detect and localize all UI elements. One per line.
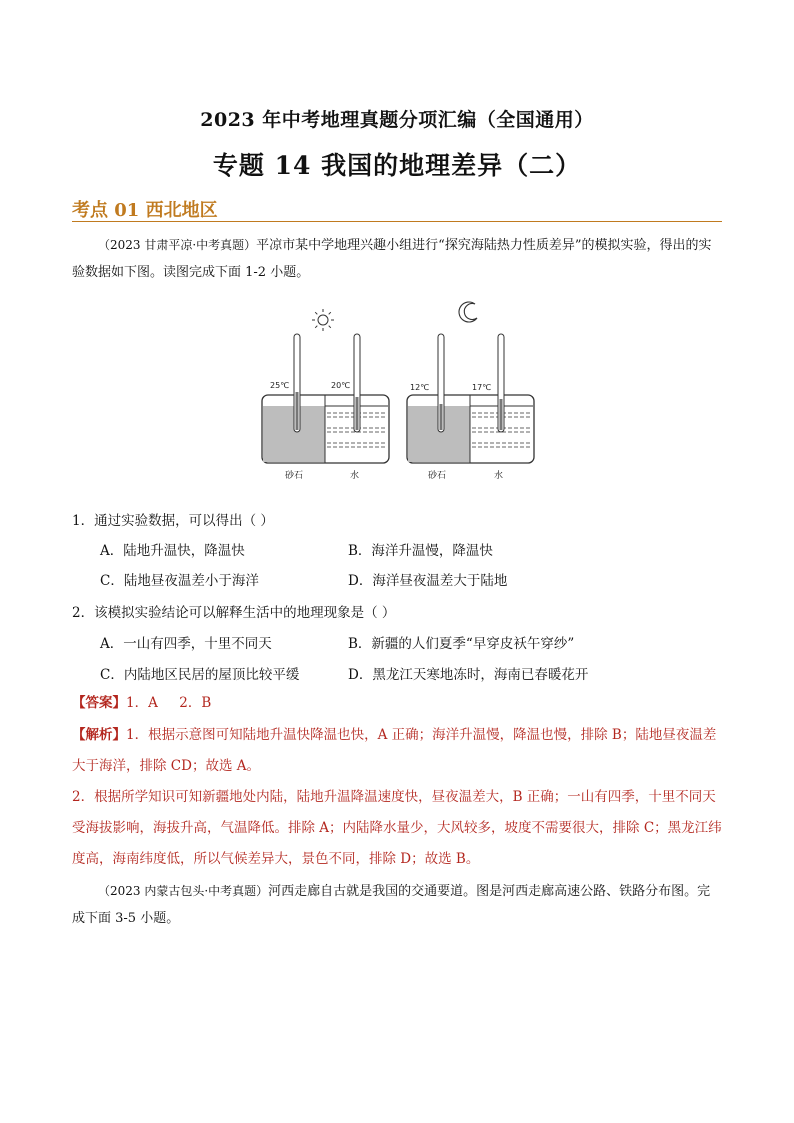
question-2-stem: 2．该模拟实验结论可以解释生活中的地理现象是（ ）	[72, 605, 396, 621]
intro-paragraph-2	[72, 878, 722, 932]
question-2-option-d: D．黑龙江天寒地冻时，海南已春暖花开	[348, 667, 589, 683]
analysis-label: 【解析】	[72, 727, 126, 743]
analysis-text-1: 1．根据示意图可知陆地升温快降温也快，A 正确；海洋升温慢，降温也慢，排除 B；陆地昼夜温差大于海洋，排除 CD；故选 A。	[72, 727, 717, 774]
answer-line	[72, 688, 722, 719]
document-title: 2023 年中考地理真题分项汇编（全国通用）	[200, 109, 594, 131]
document-subtitle: 专题 14 我国的地理差异（二）	[212, 151, 582, 180]
answer-text: 1．A 2．B	[126, 695, 212, 711]
intro2-text: 河西走廊自古就是我国的交通要道。图是河西走廊高速公路、铁路分布图。完成下面 3-5 小题。	[72, 884, 711, 926]
day-sand-temp: 25℃	[270, 381, 290, 390]
section-divider	[72, 221, 722, 222]
day-water-label: 水	[350, 471, 360, 481]
answer-label: 【答案】	[72, 695, 126, 711]
day-water-temp: 20℃	[331, 381, 351, 390]
intro-text: 平凉市某中学地理兴趣小组进行“探究海陆热力性质差异”的模拟实验，得出的实验数据如下图。读图完成下面 1-2 小题。	[72, 238, 712, 280]
question-2-option-b: B．新疆的人们夏季“早穿皮袄午穿纱”	[348, 636, 575, 652]
moon-icon	[459, 302, 477, 322]
experiment-figure	[255, 300, 540, 485]
night-experiment	[407, 334, 534, 481]
question-2-option-c: C．内陆地区民居的屋顶比较平缓	[100, 667, 300, 683]
question-1-option-c: C．陆地昼夜温差小于海洋	[100, 573, 259, 589]
night-sand-temp: 12℃	[410, 383, 430, 392]
question-1-option-a: A．陆地升温快，降温快	[100, 543, 245, 559]
day-sand-label: 砂石	[285, 471, 304, 481]
night-sand-label: 砂石	[428, 471, 447, 481]
section-heading: 考点 01 西北地区	[72, 200, 218, 221]
day-experiment	[262, 334, 389, 481]
night-water-label: 水	[494, 471, 504, 481]
sun-icon	[312, 309, 334, 331]
analysis-paragraph-2: 2．根据所学知识可知新疆地处内陆，陆地升温降温速度快，昼夜温差大，B 正确；一山有四季，十里不同天受海拔影响，海拔升高，气温降低。排除 A；内陆降水量少，大风较多，坡度不需要很大，排除 C；黑龙江纬度高，海南纬度低，所以气候差异大，景色不同，排除 D；故选 B。	[72, 789, 722, 867]
night-water-temp: 17℃	[472, 383, 492, 392]
question-1-option-b: B．海洋升温慢，降温快	[348, 543, 493, 559]
intro2-source: （2023 内蒙古包头·中考真题）	[98, 884, 269, 898]
analysis-paragraph-1	[72, 720, 722, 782]
question-1-option-d: D．海洋昼夜温差大于陆地	[348, 573, 508, 589]
question-2-option-a: A．一山有四季，十里不同天	[100, 636, 272, 652]
question-1-stem: 1．通过实验数据，可以得出（ ）	[72, 513, 274, 529]
intro-source: （2023 甘肃平凉·中考真题）	[98, 238, 257, 252]
intro-paragraph-1	[72, 232, 722, 286]
